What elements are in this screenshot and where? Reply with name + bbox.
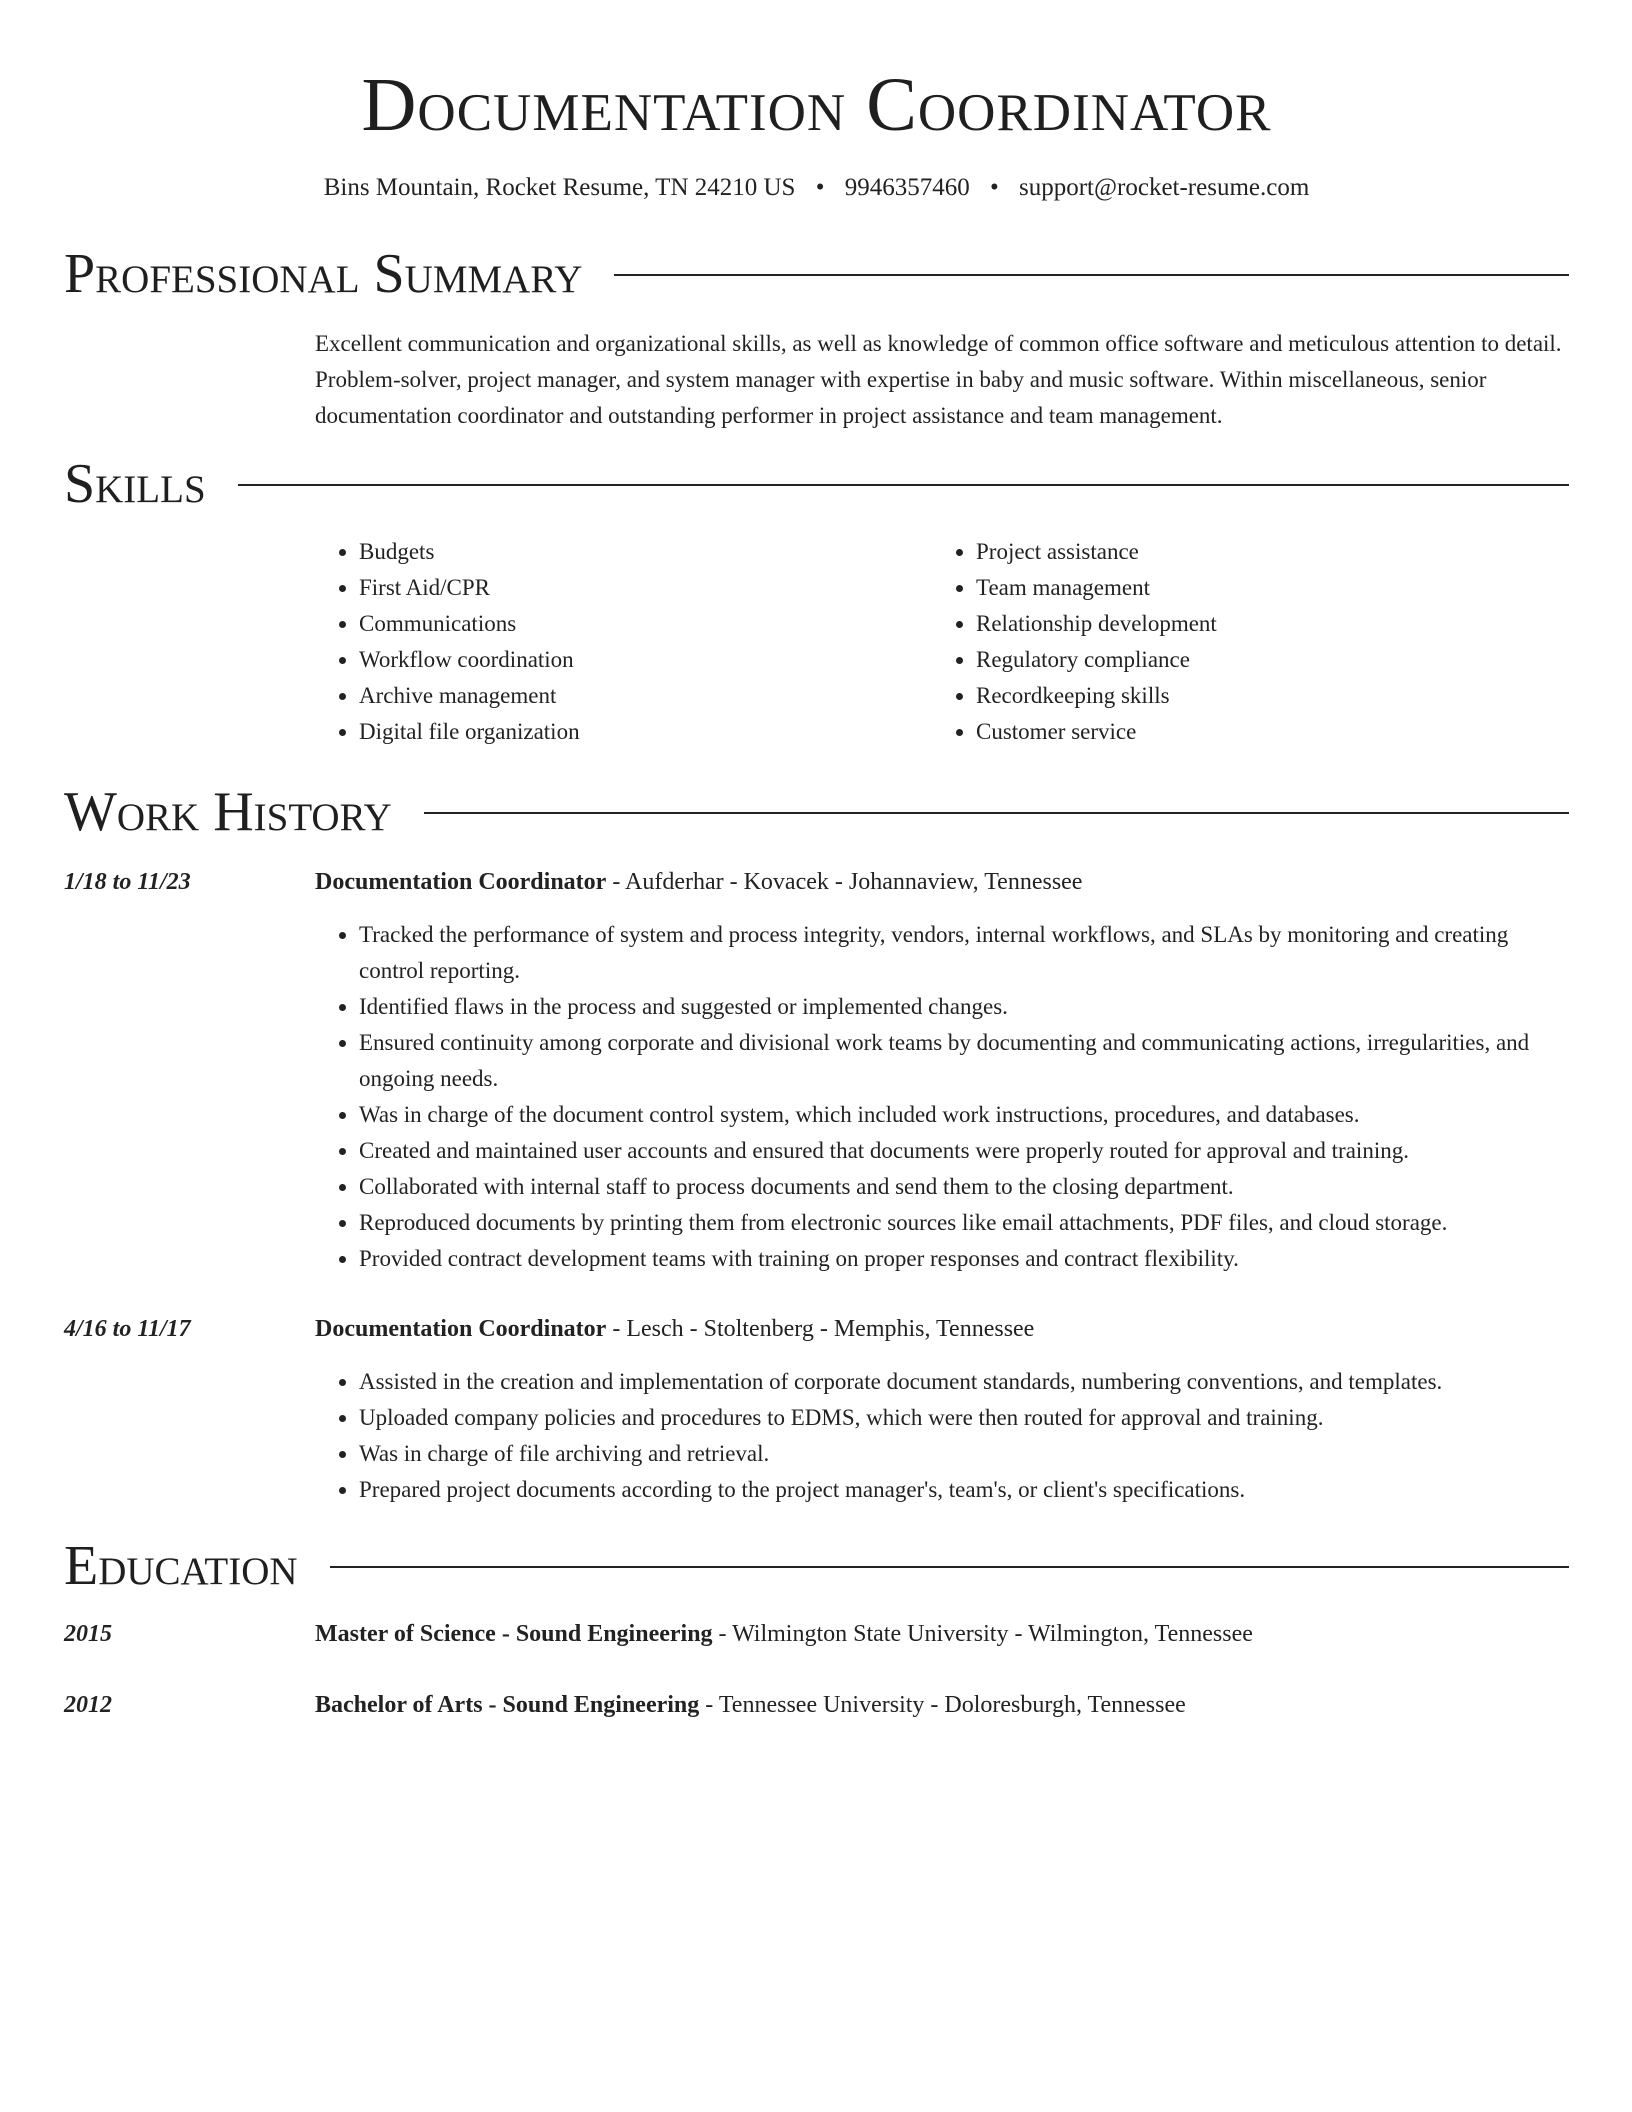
job-entry: [64, 1311, 1569, 1508]
section-divider: [614, 274, 1569, 276]
skill-item: • Workflow coordination: [359, 642, 932, 678]
contact-line: [64, 172, 1569, 204]
contact-phone: 9946357460: [844, 174, 970, 201]
education-heading: Education: [64, 1535, 298, 1597]
skill-item: • Regulatory compliance: [976, 642, 1549, 678]
job-bullets: [315, 917, 1569, 1277]
skills-section-header: [64, 452, 1569, 516]
job-body: [315, 1311, 1569, 1508]
candidate-name: Documentation Coordinator: [361, 63, 1272, 147]
skills-heading: Skills: [64, 453, 206, 515]
education-body: [315, 1687, 1569, 1723]
job-employer: - Lesch - Stoltenberg - Memphis, Tennessee: [606, 1316, 1035, 1342]
contact-email[interactable]: support@rocket-resume.com: [1019, 174, 1310, 201]
contact-separator: •: [815, 174, 825, 201]
section-divider: [238, 484, 1569, 486]
education-body: [315, 1616, 1569, 1652]
job-bullet: • Created and maintained user accounts and ensured that documents were properly routed for approval and training.: [359, 1133, 1569, 1169]
job-bullets: [315, 1364, 1569, 1508]
education-list: [64, 1616, 1569, 1723]
skill-item: • Project assistance: [976, 534, 1549, 570]
job-dates: 1/18 to 11/23: [64, 869, 191, 895]
job-bullet: • Reproduced documents by printing them from electronic sources like email attachments, PDF files, and cloud storage.: [359, 1205, 1569, 1241]
skills-list: [315, 534, 1569, 750]
job-bullet: • Prepared project documents according to the project manager's, team's, or client's specifications.: [359, 1472, 1569, 1508]
job-bullet: • Collaborated with internal staff to process documents and send them to the closing department.: [359, 1169, 1569, 1205]
job-bullet: • Ensured continuity among corporate and divisional work teams by documenting and communicating actions, irregularities, and ongoing needs.: [359, 1025, 1569, 1097]
contact-separator: •: [989, 174, 999, 201]
skill-item: • Customer service: [976, 714, 1549, 750]
education-degree: Bachelor of Arts - Sound Engineering: [315, 1692, 700, 1718]
work-history: [64, 864, 1569, 1508]
skill-item: • Team management: [976, 570, 1549, 606]
job-bullet: • Was in charge of file archiving and retrieval.: [359, 1436, 1569, 1472]
job-employer: - Aufderhar - Kovacek - Johannaview, Tennessee: [606, 869, 1083, 895]
education-year: 2012: [64, 1692, 112, 1718]
skill-item: • Recordkeeping skills: [976, 678, 1549, 714]
summary-text: Excellent communication and organizational skills, as well as knowledge of common office software and meticulous attention to detail. Problem-solver, project manager, and system manager with expertise in baby and music software. Within miscellaneous, senior documentation coordinator and outstanding performer in project assistance and team management.: [315, 331, 1562, 428]
education-school: - Wilmington State University - Wilmington, Tennessee: [712, 1621, 1253, 1647]
skill-item: • Budgets: [359, 534, 932, 570]
education-headline: [315, 1616, 1569, 1652]
work-section-header: [64, 780, 1569, 844]
job-bullet: • Provided contract development teams with training on proper responses and contract flexibility.: [359, 1241, 1569, 1277]
skill-item: • Archive management: [359, 678, 932, 714]
job-headline: [315, 1311, 1569, 1347]
summary-section-header: [64, 242, 1569, 306]
job-headline: [315, 864, 1569, 900]
job-bullet: • Was in charge of the document control system, which included work instructions, procedures, and databases.: [359, 1097, 1569, 1133]
skill-item: • Digital file organization: [359, 714, 932, 750]
job-bullet: • Identified flaws in the process and suggested or implemented changes.: [359, 989, 1569, 1025]
education-entry: [64, 1616, 1569, 1652]
job-body: [315, 864, 1569, 1277]
education-headline: [315, 1687, 1569, 1723]
job-bullet: • Tracked the performance of system and process integrity, vendors, internal workflows, and SLAs by monitoring and creating control reporting.: [359, 917, 1569, 989]
job-bullet: • Assisted in the creation and implementation of corporate document standards, numbering conventions, and templates.: [359, 1364, 1569, 1400]
contact-address: Bins Mountain, Rocket Resume, TN 24210 US: [323, 174, 796, 201]
education-entry: [64, 1687, 1569, 1723]
skill-item: • Communications: [359, 606, 932, 642]
education-section-header: [64, 1534, 1569, 1598]
education-school: - Tennessee University - Doloresburgh, Tennessee: [699, 1692, 1186, 1718]
skills-column-right: [932, 534, 1549, 750]
section-divider: [424, 812, 1569, 814]
job-entry: [64, 864, 1569, 1277]
education-degree: Master of Science - Sound Engineering: [315, 1621, 713, 1647]
job-dates: 4/16 to 11/17: [64, 1316, 191, 1342]
work-heading: Work History: [64, 781, 392, 843]
skills-column-left: [315, 534, 932, 750]
skill-item: • Relationship development: [976, 606, 1549, 642]
job-bullet: • Uploaded company policies and procedures to EDMS, which were then routed for approval and training.: [359, 1400, 1569, 1436]
summary-heading: Professional Summary: [64, 243, 583, 305]
section-divider: [330, 1566, 1569, 1568]
skill-item: • First Aid/CPR: [359, 570, 932, 606]
job-title: Documentation Coordinator: [315, 869, 607, 895]
job-title: Documentation Coordinator: [315, 1316, 607, 1342]
resume-page: [64, 0, 1569, 1723]
education-year: 2015: [64, 1621, 112, 1647]
